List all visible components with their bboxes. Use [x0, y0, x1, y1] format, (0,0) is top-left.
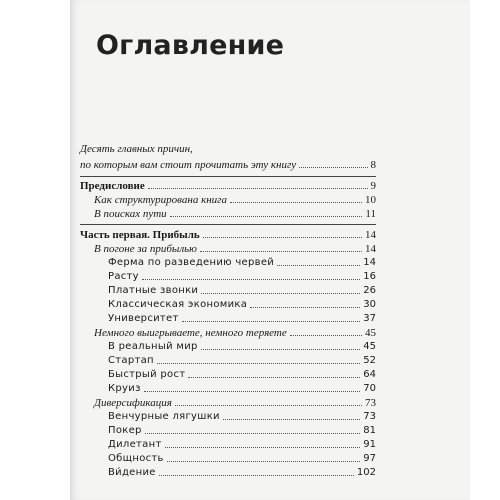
dot-leader: [167, 461, 361, 462]
toc-entry-cruise[interactable]: [108, 381, 376, 395]
toc-entry-label: Расту: [108, 271, 139, 282]
dot-leader: [299, 167, 367, 168]
toc-entry-page: 11: [365, 208, 376, 220]
dot-leader: [157, 363, 360, 364]
toc-entry-page: 30: [363, 299, 376, 310]
toc-entry-page: 91: [363, 439, 376, 450]
toc-entry-real-world[interactable]: [108, 339, 376, 353]
toc-entry-label: по которым вам стоит прочитать эту книгу: [80, 159, 297, 171]
toc-entry-search[interactable]: [94, 206, 376, 220]
intro-line-1: Десять главных причин,: [80, 143, 193, 155]
dot-leader: [165, 447, 361, 448]
toc-entry-label: Диверсификация: [94, 397, 172, 409]
toc-entry-page: 73: [365, 397, 376, 409]
toc-entry-page: 37: [363, 313, 376, 324]
toc-entry-page: 70: [363, 383, 376, 394]
dot-leader: [201, 349, 361, 350]
toc-entry-label: Предисловие: [80, 180, 145, 192]
toc-entry-page: 14: [365, 243, 376, 255]
toc-entry-page: 73: [363, 411, 376, 422]
dot-leader: [188, 377, 360, 378]
toc-entry-grow[interactable]: [108, 269, 376, 283]
toc-entry-fast-growth[interactable]: [108, 367, 376, 381]
toc-entry-page: 81: [363, 425, 376, 436]
toc-entry-startup[interactable]: [108, 353, 376, 367]
dot-leader: [200, 251, 362, 252]
toc-entry-worm-farm[interactable]: [108, 255, 376, 269]
toc-entry-page: 52: [363, 355, 376, 366]
dot-leader: [250, 307, 360, 308]
toc-entry-label: Часть первая. Прибыль: [80, 229, 200, 241]
toc-entry-chase[interactable]: [94, 241, 376, 255]
toc-entry-vision[interactable]: [108, 465, 376, 479]
dot-leader: [144, 391, 361, 392]
toc-entry-win-lose[interactable]: [94, 325, 376, 339]
toc-entry-intro[interactable]: [80, 157, 376, 171]
dot-leader: [201, 293, 360, 294]
dot-leader: [182, 321, 361, 322]
toc-entry-page: 14: [363, 257, 376, 268]
toc-entry-label: Университет: [108, 313, 179, 324]
toc-entry-university[interactable]: [108, 311, 376, 325]
dot-leader: [203, 237, 362, 238]
toc-entry-label: Платные звонки: [108, 285, 199, 296]
dot-leader: [142, 279, 360, 280]
toc-entry-page: 16: [363, 271, 376, 282]
dot-leader: [148, 188, 368, 189]
toc-entry-page: 102: [356, 467, 376, 478]
toc-entry-page: 14: [365, 229, 376, 241]
toc-entry-label: В поисках пути: [94, 208, 167, 220]
toc-entry-page: 45: [363, 341, 376, 352]
toc-entry-label: Ви́дение: [108, 467, 156, 478]
toc-entry-page: 26: [363, 285, 376, 296]
section-divider: [80, 224, 376, 225]
dot-leader: [223, 419, 360, 420]
toc-entry-page: 9: [370, 180, 376, 192]
toc-entry-structure[interactable]: [94, 192, 376, 206]
dot-leader: [277, 265, 360, 266]
dot-leader: [159, 475, 354, 476]
dot-leader: [175, 405, 362, 406]
toc-entry-label: Общность: [108, 453, 164, 464]
dot-leader: [230, 202, 362, 203]
toc-entry-label: В погоне за прибылью: [94, 243, 197, 255]
toc-entry-community[interactable]: [108, 451, 376, 465]
toc-entry-diversification[interactable]: [94, 395, 376, 409]
toc-entry-label: В реальный мир: [108, 341, 198, 352]
dot-leader: [145, 433, 361, 434]
toc-entry-label: Быстрый рост: [108, 369, 186, 380]
toc-entry-amateur[interactable]: [108, 437, 376, 451]
toc-entry-label: Покер: [108, 425, 142, 436]
toc-entry-page: 45: [365, 327, 376, 339]
toc-entry-preface[interactable]: [80, 178, 376, 192]
toc-entry-page: 8: [370, 159, 376, 171]
toc-entry-label: Стартап: [108, 355, 154, 366]
toc-entry-venture-frogs[interactable]: [108, 409, 376, 423]
toc-entry-label: Классическая экономика: [108, 299, 248, 310]
toc-entry-paid-calls[interactable]: [108, 283, 376, 297]
toc-entry-part-one[interactable]: [80, 227, 376, 241]
toc-entry-label: Немного выигрываете, немного теряете: [94, 327, 287, 339]
toc-entry-page: 97: [363, 453, 376, 464]
dot-leader: [170, 216, 363, 217]
toc-entry-label: Ферма по разведению червей: [108, 257, 275, 268]
toc-entry-poker[interactable]: [108, 423, 376, 437]
section-divider: [80, 176, 376, 177]
toc-entry-label: Дилетант: [108, 439, 162, 450]
dot-leader: [290, 335, 362, 336]
toc-entry-page: 10: [365, 194, 376, 206]
toc-entry-classic-econ[interactable]: [108, 297, 376, 311]
page-title: Оглавление: [96, 30, 285, 61]
toc-entry-label: Венчурные лягушки: [108, 411, 220, 422]
toc-entry-label: Круиз: [108, 383, 141, 394]
toc-entry-page: 64: [363, 369, 376, 380]
toc-entry-label: Как структурирована книга: [94, 194, 227, 206]
